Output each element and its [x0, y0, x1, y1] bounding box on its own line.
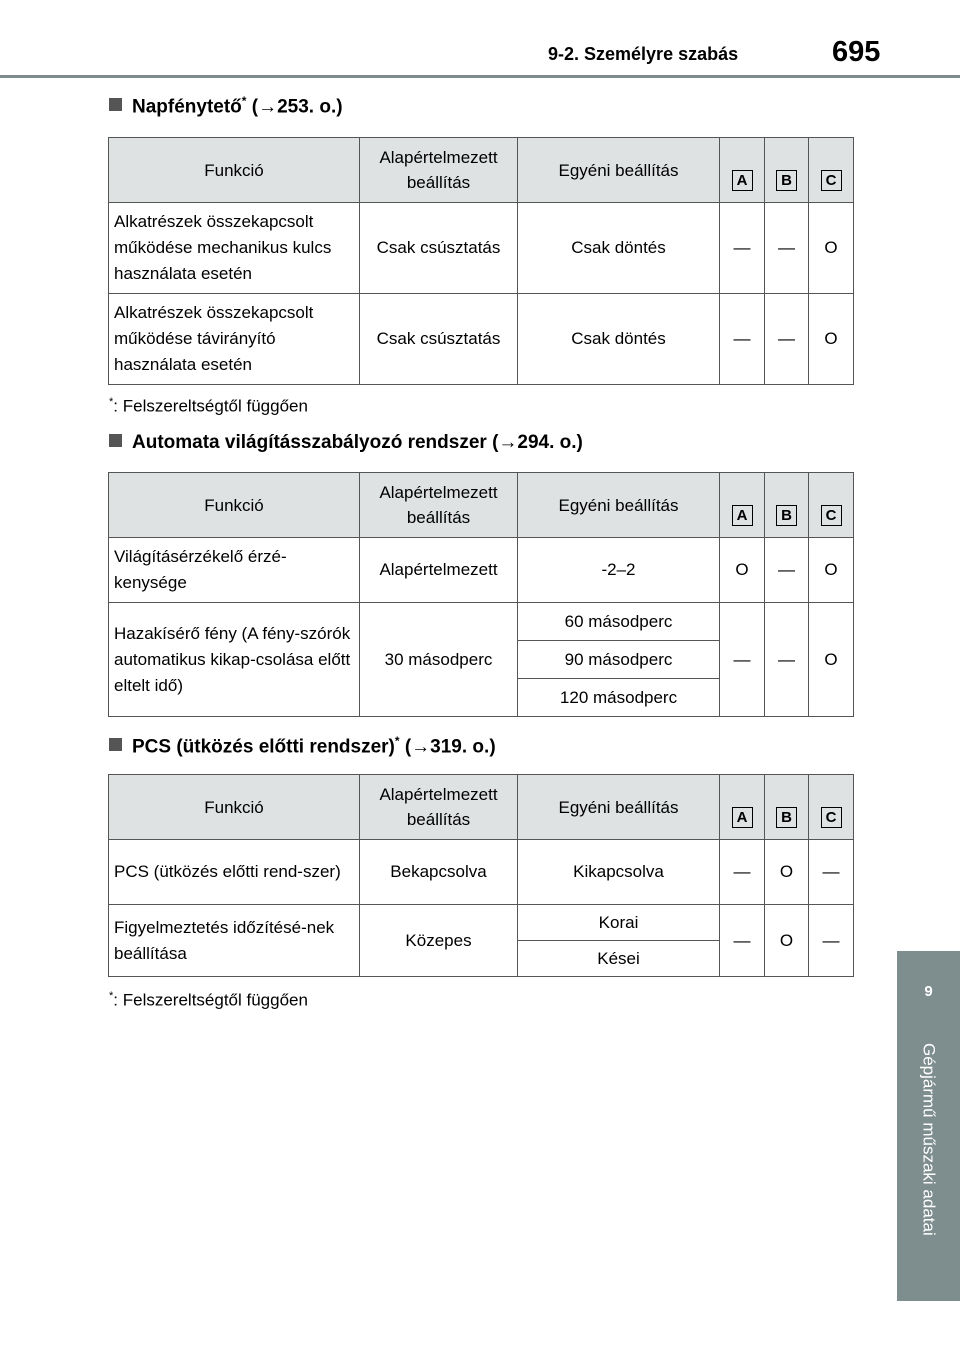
col-header-c: C — [821, 807, 842, 828]
col-header-b: B — [776, 170, 797, 191]
table-row: Világításérzékelő érzé-kenysége Alapértelmezett -2–2 O — O — [109, 538, 854, 603]
header-rule — [0, 75, 960, 78]
section-title-automata-vilagitas: Automata világításszabályozó rendszer (→294. o.) — [109, 432, 583, 454]
col-header-default: Alapértelmezett beállítás — [360, 775, 518, 840]
col-header-custom: Egyéni beállítás — [518, 138, 720, 203]
section-title-napfenyteto: Napfénytető* (→253. o.) — [109, 94, 343, 118]
col-header-default: Alapértelmezett beállítás — [360, 473, 518, 538]
col-header-c: C — [821, 170, 842, 191]
side-tab — [897, 1031, 960, 1301]
col-header-custom: Egyéni beállítás — [518, 473, 720, 538]
table-automata-vilagitas: Funkció Alapértelmezett beállítás Egyéni beállítás A B C Világításérzékelő érzé-kenysége Alapértelmezett -2–2 O — O Hazakísérő fény (A fény-szórók automatikus kikap-csolása előtt eltelt idő) 30 másodperc 60 másodperc — — O 90 másodperc 120 másodperc — [108, 472, 854, 717]
col-header-funkcio: Funkció — [109, 775, 360, 840]
bullet-square-icon — [109, 98, 122, 111]
table-row: Hazakísérő fény (A fény-szórók automatikus kikap-csolása előtt eltelt idő) 30 másodperc 60 másodperc — — O — [109, 603, 854, 641]
bullet-square-icon — [109, 738, 122, 751]
section-title-pcs: PCS (ütközés előtti rendszer)* (→319. o.) — [109, 734, 496, 758]
table-row: Figyelmeztetés időzítésé-nek beállítása Közepes Korai — O — — [109, 905, 854, 941]
col-header-custom: Egyéni beállítás — [518, 775, 720, 840]
col-header-funkcio: Funkció — [109, 473, 360, 538]
page-number: 695 — [832, 36, 881, 68]
footnote-1: *: Felszereltségtől függően — [109, 396, 308, 416]
col-header-a: A — [732, 170, 753, 191]
col-header-a: A — [732, 505, 753, 526]
table-pcs: Funkció Alapértelmezett beállítás Egyéni beállítás A B C PCS (ütközés előtti rend-szer) Bekapcsolva Kikapcsolva — O — Figyelmeztetés időzítésé-nek beállítása Közepes Korai — O — Kései — [108, 774, 854, 977]
side-tab-text: Gépjármű műszaki adatai — [919, 1043, 939, 1236]
table-row: Alkatrészek összekapcsolt működése mechanikus kulcs használata esetén Csak csúsztatás Csak döntés — — O — [109, 203, 854, 294]
table-napfenyteto — [108, 137, 854, 385]
bullet-square-icon — [109, 434, 122, 447]
col-header-default: Alapértelmezett beállítás — [360, 138, 518, 203]
col-header-b: B — [776, 505, 797, 526]
col-header-funkcio: Funkció — [109, 138, 360, 203]
col-header-b: B — [776, 807, 797, 828]
side-tab-number: 9 — [897, 951, 960, 1031]
chapter-title: 9-2. Személyre szabás — [548, 44, 739, 64]
col-header-a: A — [732, 807, 753, 828]
table-row: Alkatrészek összekapcsolt működése távirányító használata esetén Csak csúsztatás Csak döntés — — O — [109, 294, 854, 385]
footnote-2: *: Felszereltségtől függően — [109, 990, 308, 1010]
col-header-c: C — [821, 505, 842, 526]
table-row: PCS (ütközés előtti rend-szer) Bekapcsolva Kikapcsolva — O — — [109, 840, 854, 905]
